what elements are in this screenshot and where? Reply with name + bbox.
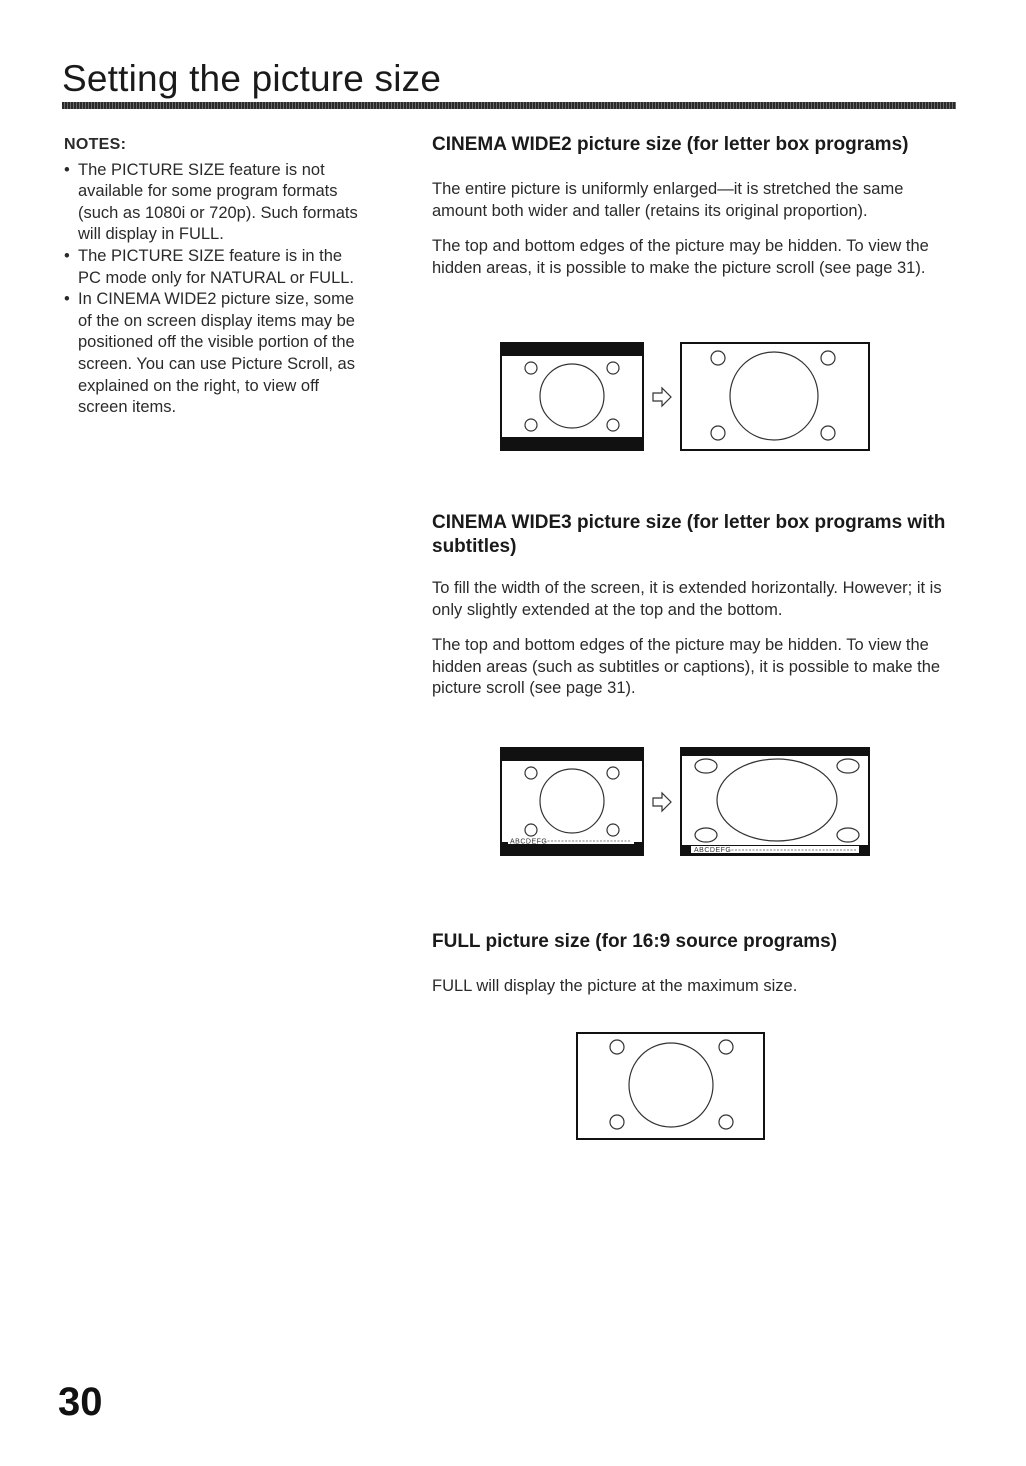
cinema-wide3-diagram (496, 745, 876, 861)
title-rule (62, 102, 956, 109)
section-paragraph: FULL will display the picture at the maximum size. (432, 977, 798, 995)
section-heading: CINEMA WIDE3 picture size (for letter box programs with subtitles) (432, 512, 946, 557)
section-cinema-wide2 (432, 133, 962, 279)
section-paragraph: To fill the width of the screen, it is extended horizontally. However; it is only slightly extended at the top and the bottom. (432, 579, 942, 619)
subtitled-source-image (501, 748, 643, 855)
section-cinema-wide3 (432, 511, 962, 700)
notes-item: • In CINEMA WIDE2 picture size, some of the on screen display items may be positioned off the visible portion of the screen. You can use Picture Scroll, as explained on the right, to view off screen items. (64, 289, 364, 419)
arrow-right-icon (653, 388, 671, 406)
notes-box (64, 134, 364, 419)
cinema-wide3-result-image (681, 748, 869, 855)
notes-item: • The PICTURE SIZE feature is not available for some program formats (such as 1080i or 720p). Such formats will display in FULL. (64, 160, 364, 246)
notes-list (64, 160, 364, 419)
arrow-right-icon (653, 793, 671, 811)
full-diagram (574, 1030, 768, 1144)
section-full (432, 930, 962, 998)
letterbox-source-image (501, 343, 643, 450)
section-paragraph: The entire picture is uniformly enlarged—it is stretched the same amount both wider and taller (retains its original proportion). (432, 180, 904, 220)
section-paragraph: The top and bottom edges of the picture may be hidden. To view the hidden areas, it is possible to make the picture scroll (see page 31). (432, 237, 929, 277)
page-number: 30 (58, 1380, 103, 1424)
cinema-wide2-result-image (681, 343, 869, 450)
subtitle-text: ABCDEFG (694, 847, 732, 854)
section-paragraph: The top and bottom edges of the picture may be hidden. To view the hidden areas (such as subtitles or captions), it is possible to make the picture scroll (see page 31). (432, 636, 941, 698)
full-result-image (577, 1033, 764, 1139)
notes-heading: NOTES: (64, 136, 127, 153)
section-heading: FULL picture size (for 16:9 source programs) (432, 931, 838, 952)
subtitle-text: ABCDEFG (510, 838, 548, 846)
section-heading: CINEMA WIDE2 picture size (for letter box programs) (432, 134, 909, 155)
notes-item: • The PICTURE SIZE feature is in the PC mode only for NATURAL or FULL. (64, 246, 364, 289)
cinema-wide2-diagram (496, 340, 876, 456)
page-title: Setting the picture size (62, 58, 442, 99)
